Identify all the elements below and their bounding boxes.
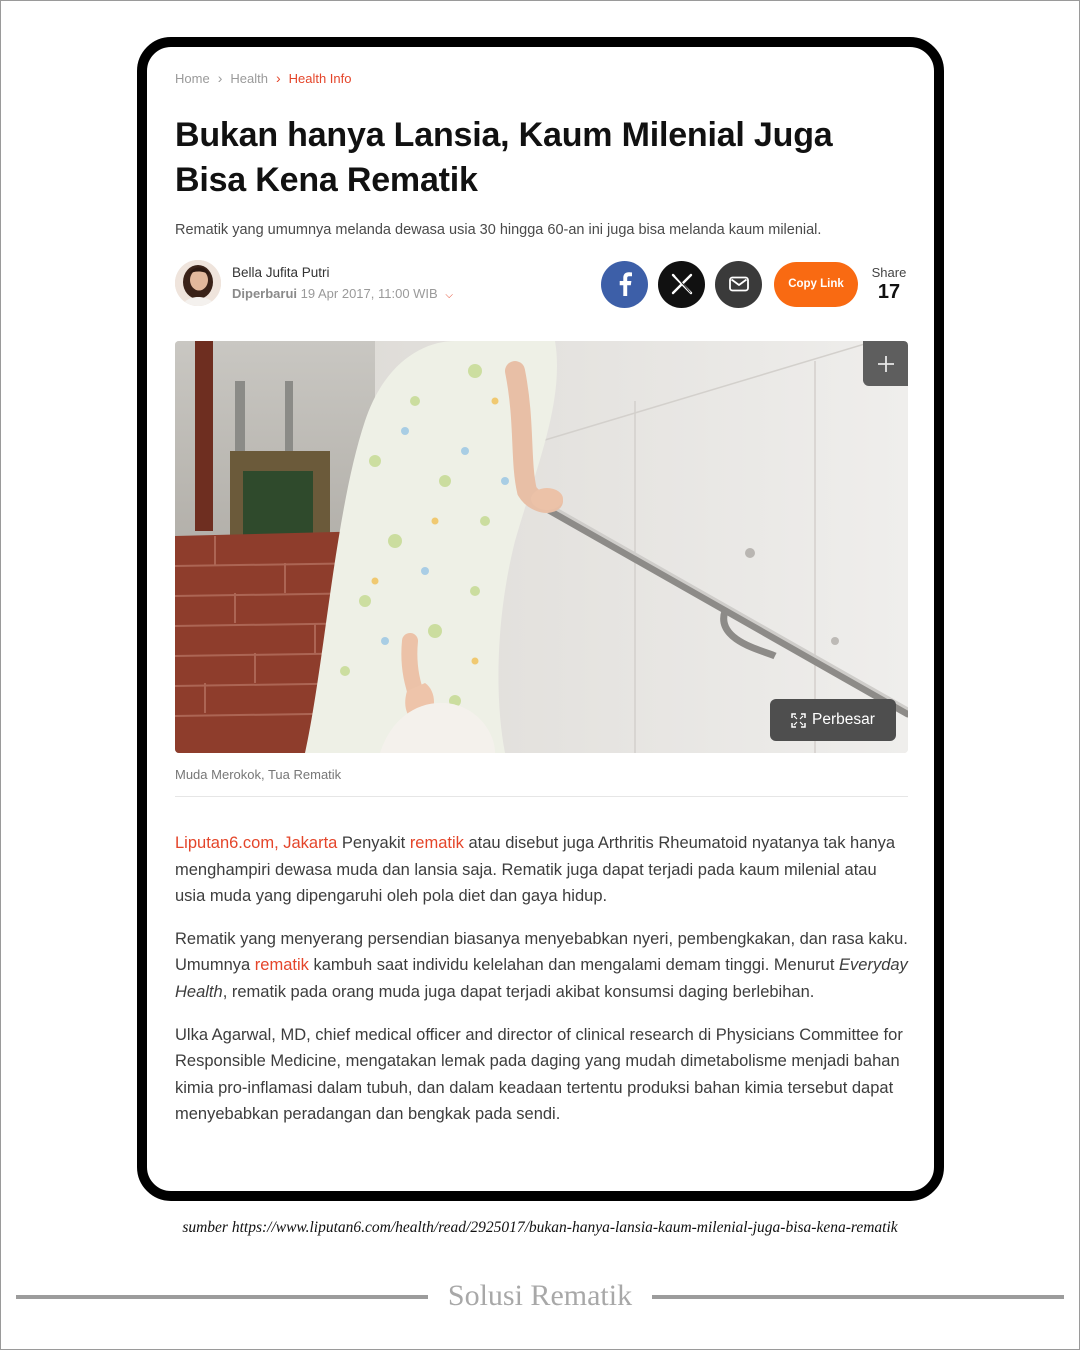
enlarge-button[interactable]: [770, 699, 896, 741]
updated-date: 19 Apr 2017, 11:00 WIB: [300, 286, 438, 301]
plus-icon: [877, 355, 895, 373]
source-publication: Everyday Health: [175, 956, 908, 1001]
chevron-right-icon: ›: [217, 70, 223, 86]
rematik-link[interactable]: rematik: [409, 834, 464, 852]
email-share-button[interactable]: [715, 261, 762, 308]
author-name[interactable]: Bella Jufita Putri: [232, 265, 330, 280]
share-label: Share: [871, 264, 907, 280]
author-avatar[interactable]: [175, 260, 221, 306]
source-url: sumber https://www.liputan6.com/health/read/2925017/bukan-hanya-lansia-kaum-milenial-juga-bisa-kena-rematik: [182, 1219, 898, 1236]
mail-icon: [729, 276, 749, 292]
breadcrumb-health-info[interactable]: Health Info: [288, 70, 352, 86]
dateline: Liputan6.com, Jakarta: [175, 834, 338, 852]
x-share-button[interactable]: [658, 261, 705, 308]
paragraph-1: [175, 830, 908, 910]
paragraph-2-text-a: Rematik yang menyerang persendian biasanya menyebabkan nyeri, pembengkakan, dan rasa kaku. Umumnya: [175, 929, 908, 975]
article-title: Bukan hanya Lansia, Kaum Milenial Juga Bisa Kena Rematik: [175, 116, 833, 199]
chevron-right-icon: ›: [275, 70, 281, 86]
footer-divider-left: [16, 1295, 428, 1299]
breadcrumb-health[interactable]: Health: [230, 70, 268, 86]
copy-link-button[interactable]: Copy Link: [774, 262, 858, 307]
updated-timestamp: [232, 286, 453, 301]
footer-divider-right: [652, 1295, 1064, 1299]
article-subtitle: Rematik yang umumnya melanda dewasa usia 30 hingga 60-an ini juga bisa melanda kaum milenial.: [175, 222, 822, 238]
paragraph-3: Ulka Agarwal, MD, chief medical officer and director of clinical research di Physicians Committee for Responsible Medicine, mengatakan lemak pada daging yang mudah dimetabolisme menjadi bahan kimia pro-inflamasi dalam tubuh, dan dalam keadaan tertentu produksi bahan kimia tersebut dapat menyebabkan peradangan dan bengkak pada sendi.: [175, 1025, 903, 1124]
rematik-link[interactable]: rematik: [254, 956, 309, 975]
paragraph-1-text-a: Penyakit: [337, 834, 410, 852]
caption-divider: [175, 796, 908, 797]
paragraph-1-text-b: atau disebut juga Arthritis Rheumatoid nyatanya tak hanya menghampiri dewasa muda dan lansia saja. Rematik juga dapat terjadi pada kaum milenial atau usia muda yang dipengaruhi oleh pola diet dan gaya hidup.: [175, 834, 896, 906]
share-bar: [601, 260, 908, 308]
breadcrumb: [175, 67, 908, 89]
paragraph-2: [175, 926, 908, 1006]
image-caption: Muda Merokok, Tua Rematik: [175, 767, 342, 782]
article-body: [175, 830, 908, 1128]
expand-plus-button[interactable]: [863, 341, 908, 386]
article-hero-image[interactable]: [175, 341, 908, 753]
paragraph-2-text-b: kambuh saat individu kelelahan dan mengalami demam tinggi. Menurut: [308, 956, 840, 975]
enlarge-label: Perbesar: [812, 711, 875, 728]
x-icon: [671, 273, 693, 295]
breadcrumb-home[interactable]: Home: [175, 70, 210, 86]
article-container: [175, 67, 908, 1144]
article-meta: [175, 260, 908, 310]
expand-icon: [791, 713, 806, 728]
paragraph-2-text-c: , rematik pada orang muda juga dapat terjadi akibat konsumsi daging berlebihan.: [222, 982, 815, 1001]
updated-label: Diperbarui: [232, 286, 298, 301]
chevron-down-icon[interactable]: ⌵: [445, 290, 453, 301]
stairs-photo: [175, 341, 908, 753]
footer-title: Solusi Rematik: [447, 1279, 633, 1312]
facebook-share-button[interactable]: [601, 261, 648, 308]
share-count: 17: [877, 280, 901, 303]
facebook-icon: [618, 272, 632, 296]
article-screenshot-card: [137, 37, 944, 1201]
share-counter: [870, 265, 908, 304]
